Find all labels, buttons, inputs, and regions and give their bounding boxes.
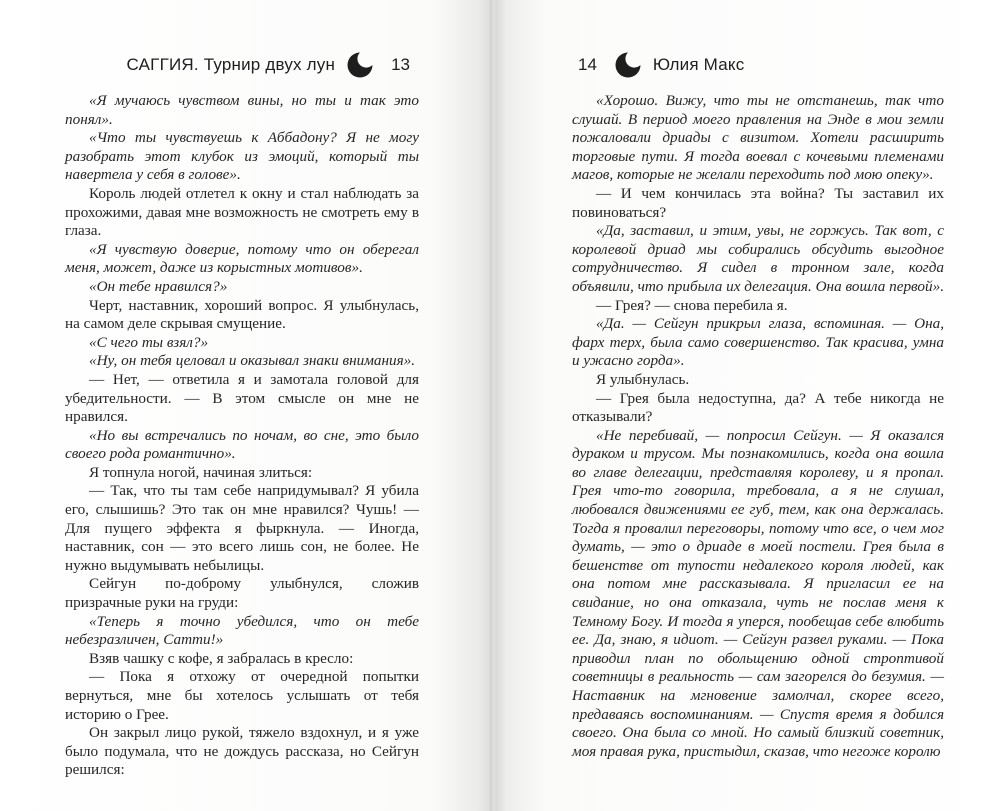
paragraph: Взяв чашку с кофе, я забралась в кресло: [89,649,354,667]
paragraph: Я улыбнулась. [596,370,690,388]
crescent-moon-icon [345,50,375,80]
paragraph: «Хорошо. Вижу, что ты не отстанешь, так что слушай. В период моего правления на Энде в мои земли пожаловали дриады с визитом. Хотели расширить торговые пути. Я тогда воевал с кочевыми племенами магов, которые не желали переходить под мою опеку». [572,92,944,184]
left-page-text [65,92,419,780]
paragraph: — Грея? — снова перебила я. [596,296,788,314]
running-head-right [572,50,744,80]
paragraph: «Я чувствую доверие, потому что он оберегал меня, может, даже из корыстных мотивов». [65,240,419,277]
paragraph: Сейгун по-доброму улыбнулся, сложив призрачные руки на груди: [65,575,419,612]
book-title: САГГИЯ. Турнир двух лун [126,55,336,74]
paragraph: «Да, заставил, и этим, увы, не горжусь. Так вот, с королевой дриад мы собирались обсудить выгодное сотрудничество. Я сидел в тронном зале, когда объявили, что прибыла их делегация. Она вошла первой». [572,222,945,295]
running-head-left [127,50,416,80]
paragraph: Я топнула ногой, начиная злиться: [89,463,313,481]
paragraph: Он закрыл лицо рукой, тяжело вздохнул, и я уже было подумала, что не дождусь рассказа, но Сейгун решился: [65,724,419,779]
paragraph: «Но вы встречались по ночам, во сне, это было своего рода романтично». [65,426,419,463]
paragraph: «Да. — Сейгун прикрыл глаза, вспоминая. — Она, фарх терх, была само совершенство. Так красива, умна и ужасно горда». [572,315,944,370]
paragraph: Король людей отлетел к окну и стал наблюдать за прохожими, давая мне возможность не смотреть ему в глаза. [65,184,419,240]
paragraph: «Я мучаюсь чувством вины, но ты и так это понял». [65,92,419,128]
paragraph: «Теперь я точно убедился, что он тебе небезразличен, Сатти!» [65,612,419,649]
paragraph: — Пока я отхожу от очередной попытки вернуться, мне бы хотелось услышать от тебя историю о Грее. [65,668,419,723]
paragraph: «Ну, он тебя целовал и оказывал знаки внимания». [89,352,416,370]
paragraph: «Не перебивай, — попросил Сейгун. — Я оказался дураком и трусом. Мы познакомились, когда она вошла во главе делегации, представляя королеву, и я пропал. Грея что-то говорила, требовала, а я не слушал, любовался движениями ее губ, тем, как она держалась. Тогда я провалил переговоры, потому что все, о чем мог думать, — это о дриаде в моей постели. Грея была в бешенстве от тупости недалекого короля людей, как она потом мне рассказывала. Я пригласил ее на свидание, но она отказала, чуть не послав меня к Темному Богу. И тогда я уперся, пообещав себе влюбить ее. Да, знаю, я идиот. — Сейгун развел руками. — Пока приводил план по обольщению одной строптивой советницы в реальность — сам загорелся до безумия. — Наставник на мгновение замолчал, скорее всего, предаваясь воспоминаниям. — Спустя время я добился своего. Она была со мной. Но самый близкий советник, моя правая рука, пристыдил, сказав, что негоже королю [572,426,944,760]
paragraph: «С чего ты взял?» [89,333,209,351]
paragraph: — Нет, — ответила я и замотала головой для убедительности. — В этом смысле он мне не нравился. [65,370,419,426]
paragraph: «Он тебе нравился?» [89,277,228,295]
page-number: 14 [578,55,597,74]
paragraph: — Так, что ты там себе напридумывал? Я убила его, слышишь? Это так он мне нравился? Чушь! — Для пущего эффекта я фыркнула. — Иногда, наставник, сон — это всего лишь сон, не более. Не нужно выдумывать небылицы. [65,482,419,574]
right-page-text [572,92,944,761]
right-page [496,0,996,811]
left-page [0,0,492,811]
paragraph: Черт, наставник, хороший вопрос. Я улыбнулась, на самом деле скрывая смущение. [65,296,419,333]
crescent-moon-icon [613,50,643,80]
paragraph: «Что ты чувствуешь к Аббадону? Я не могу разобрать этот клубок из эмоций, который ты навертела у себя в голове». [65,129,419,184]
page-number: 13 [391,55,410,74]
paragraph: — Грея была недоступна, да? А тебе никогда не отказывали? [572,389,944,426]
paragraph: — И чем кончилась эта война? Ты заставил их повиноваться? [572,184,944,221]
author-name: Юлия Макс [652,55,745,74]
